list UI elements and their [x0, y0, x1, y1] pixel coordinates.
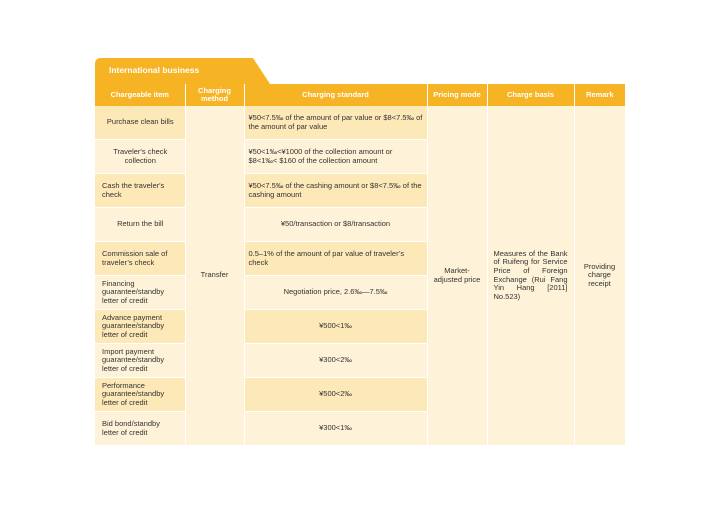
header-pricing-mode: Pricing mode: [427, 84, 487, 106]
header-charge-basis: Charge basis: [487, 84, 574, 106]
header-charging-standard: Charging standard: [244, 84, 427, 106]
row-standard: [244, 242, 427, 276]
section-tab: [95, 58, 255, 84]
table-row: [95, 106, 625, 140]
row-item: Traveler's check collection: [95, 140, 185, 174]
row-standard-text: ¥50/transaction or $8/transaction: [280, 219, 391, 229]
row-standard: [244, 174, 427, 208]
row-standard-text: ¥300<2‰: [319, 355, 352, 365]
row-standard: [244, 106, 427, 140]
table-header-row: [95, 84, 625, 106]
remark-cell: Providing charge receipt: [574, 106, 625, 446]
row-standard-text: ¥50<1‰<¥1000 of the collection amount or $8<1‰< $160 of the collection amount: [248, 146, 393, 165]
row-item: Advance payment guarantee/standby letter of credit: [95, 310, 185, 344]
row-item: Bid bond/standby letter of credit: [95, 412, 185, 446]
row-item: Financing guarantee/standby letter of credit: [95, 276, 185, 310]
row-item: Return the bill: [95, 208, 185, 242]
row-standard-text: ¥50<7.5‰ of the amount of par value or $8<7.5‰ of the amount of par value: [248, 112, 423, 131]
row-item: Purchase clean bills: [95, 106, 185, 140]
header-chargeable-item: Chargeable item: [95, 84, 185, 106]
row-standard: [244, 140, 427, 174]
charge-basis-cell: [487, 106, 574, 446]
row-item: Import payment guarantee/standby letter of credit: [95, 344, 185, 378]
fee-table: [95, 84, 626, 446]
row-standard: [244, 310, 427, 344]
row-standard-text: ¥300<1‰: [319, 423, 352, 433]
row-standard: [244, 208, 427, 242]
row-standard-text: Negotiation price, 2.6‰—7.5‰: [283, 287, 388, 297]
row-standard-text: ¥500<1‰: [319, 321, 352, 331]
header-charging-method: Charging method: [185, 84, 244, 106]
row-item: Cash the traveler's check: [95, 174, 185, 208]
section-title: International business: [109, 65, 200, 75]
row-standard: [244, 412, 427, 446]
row-standard: [244, 276, 427, 310]
row-item: Commission sale of traveler’s check: [95, 242, 185, 276]
row-standard: [244, 378, 427, 412]
charge-basis-text: Measures of the Bank of Ruifeng for Service Price of Foreign Exchange (Rui Fang Yin Hang [2011] No.523): [493, 248, 568, 301]
row-item: Performance guarantee/standby letter of credit: [95, 378, 185, 412]
header-remark: Remark: [574, 84, 625, 106]
row-standard-text: ¥500<2‰: [319, 389, 352, 399]
row-standard: [244, 344, 427, 378]
charging-method-cell: Transfer: [185, 106, 244, 446]
row-standard-text: 0.5–1% of the amount of par value of traveler’s check: [248, 248, 405, 267]
row-standard-text: ¥50<7.5‰ of the cashing amount or $8<7.5‰ of the cashing amount: [248, 180, 422, 199]
pricing-mode-cell: Market-adjusted price: [427, 106, 487, 446]
